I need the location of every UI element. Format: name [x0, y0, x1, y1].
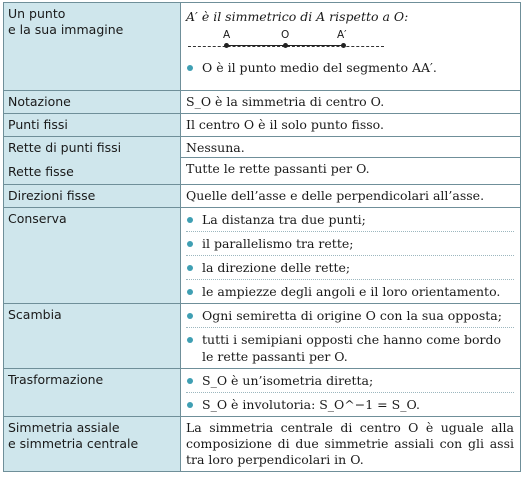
row-label-simmetria	[4, 417, 181, 472]
table-row	[4, 417, 521, 472]
table-row	[4, 185, 521, 208]
table-row	[4, 114, 521, 137]
row-value-punti-fissi: Il centro O è il solo punto fisso.	[181, 114, 521, 137]
row-value-conserva	[181, 208, 521, 304]
list-item: Ogni semiretta di origine O con la sua opposta;	[186, 307, 514, 324]
bullet-dot-icon	[187, 378, 193, 384]
table-row	[4, 304, 521, 369]
label-line: Simmetria assiale	[8, 420, 120, 435]
list-item: il parallelismo tra rette;	[186, 231, 514, 252]
label-line: e simmetria centrale	[8, 436, 139, 451]
list-item: S_O è involutoria: S_O^−1 = S_O.	[186, 392, 514, 413]
list-item: S_O è un’isometria diretta;	[186, 372, 514, 389]
row-label-trasformazione: Trasformazione	[4, 369, 181, 417]
row-value-trasformazione	[181, 369, 521, 417]
row-label-immagine	[4, 3, 181, 91]
table-row	[4, 208, 521, 304]
value-rette-punti-fissi: Nessuna.	[186, 140, 245, 155]
segment-diagram	[186, 27, 386, 53]
label-line: Un punto	[8, 6, 66, 21]
row-value-scambia	[181, 304, 521, 369]
row-value-direzioni-fisse: Quelle dell’asse e delle perpendicolari all’asse.	[181, 185, 521, 208]
bullet-dot-icon	[187, 337, 193, 343]
table-row	[4, 3, 521, 91]
row-label-scambia: Scambia	[4, 304, 181, 369]
row-value-simmetria: La simmetria centrale di centro O è uguale alla composizione di due simmetrie assiali con gli assi tra loro perpendicolari in O.	[181, 417, 521, 472]
bullet-list	[186, 372, 514, 413]
point-o	[283, 43, 288, 48]
table-row	[4, 369, 521, 417]
label-rette-fisse: Rette fisse	[4, 160, 180, 184]
list-item: la direzione delle rette;	[186, 255, 514, 276]
value-rette-fisse: Tutte le rette passanti per O.	[181, 157, 520, 178]
bullet-list	[186, 307, 514, 365]
bullet-dot-icon	[187, 65, 193, 71]
list-item: La distanza tra due punti;	[186, 211, 514, 228]
list-item: le ampiezze degli angoli e il loro orientamento.	[186, 279, 514, 300]
bullet-dot-icon	[187, 402, 193, 408]
table-row	[4, 91, 521, 114]
label-a: A	[223, 29, 231, 41]
bullet-list	[186, 211, 514, 300]
table-row	[4, 137, 521, 185]
list-item: tutti i semipiani opposti che hanno come bordo le rette passanti per O.	[186, 327, 514, 365]
bullet-dot-icon	[187, 265, 193, 271]
label-a-prime: A′	[337, 29, 347, 41]
label-rette-punti-fissi: Rette di punti fissi	[8, 140, 122, 155]
row-label-notazione: Notazione	[4, 91, 181, 114]
bullet-dot-icon	[187, 313, 193, 319]
point-a	[224, 43, 229, 48]
row-value-rette	[181, 137, 521, 185]
bullet-dot-icon	[187, 241, 193, 247]
row-value-notazione: S_O è la simmetria di centro O.	[181, 91, 521, 114]
properties-table	[3, 2, 521, 472]
row-label-conserva: Conserva	[4, 208, 181, 304]
point-a-prime	[341, 43, 346, 48]
bullet-dot-icon	[187, 289, 193, 295]
label-line: e la sua immagine	[8, 22, 124, 37]
row-label-rette	[4, 137, 181, 185]
intro-text: A′ è il simmetrico di A rispetto a O:	[186, 9, 409, 24]
row-label-punti-fissi: Punti fissi	[4, 114, 181, 137]
list-item: O è il punto medio del segmento AA′.	[186, 59, 514, 76]
bullet-dot-icon	[187, 217, 193, 223]
row-label-direzioni-fisse: Direzioni fisse	[4, 185, 181, 208]
row-value-immagine	[181, 3, 521, 91]
bullet-list	[186, 59, 514, 76]
label-o: O	[281, 29, 290, 41]
